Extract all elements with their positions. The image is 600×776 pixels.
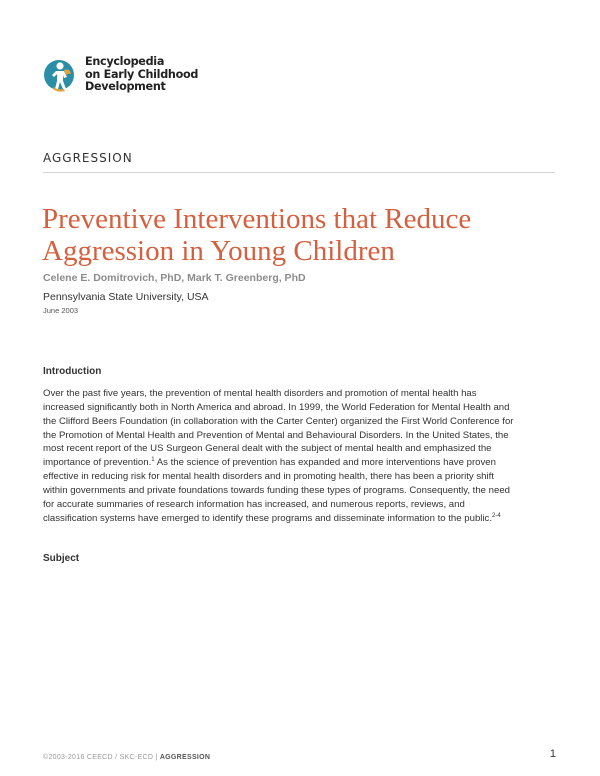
child-logo-icon [43,57,79,93]
section-label: AGGRESSION [43,151,133,165]
paragraph-line: for accurate summaries of research information has increased, and numerous reports, reviews, and [43,498,465,510]
paragraph-line: increased significantly both in North America and abroad. In 1999, the World Federation for Mental Health and [43,401,510,413]
logo-line-1: Encyclopedia [85,55,165,68]
footnote-ref: 1 [151,457,155,464]
introduction-paragraph [43,387,563,525]
affiliation: Pennsylvania State University, USA [43,291,209,303]
footer-copyright: ©2003-2016 CEECD / SKC-ECD | [43,754,160,761]
logo [43,56,198,94]
publication-date: June 2003 [43,306,79,315]
paragraph-line [43,456,563,470]
logo-line-2: on Early Childhood [85,67,199,81]
introduction-heading: Introduction [43,366,102,377]
page-footer [43,754,210,761]
subject-heading: Subject [43,553,80,564]
paragraph-text: classification systems have emerged to identify these programs and disseminate information to the public. [43,512,492,524]
paragraph-line: within governments and private foundations towards funding these types of programs. Consequently, the need [43,484,511,496]
article-title [42,203,542,267]
paragraph-line: the Promotion of Mental Health and Prevention of Mental and Behavioural Disorders. In the United States, the [43,429,509,441]
paragraph-text: As the science of prevention has expanded and more interventions have proven [154,457,496,469]
title-line-1: Preventive Interventions that Reduce [42,203,472,235]
paragraph-line: the Clifford Beers Foundation (in collaboration with the Carter Center) organized the First World Conference for [43,415,514,427]
paragraph-line: most recent report of the US Surgeon General dealt with the subject of mental health and emphasized the [43,443,492,455]
page-number: 1 [549,748,556,760]
paragraph-line: Over the past five years, the prevention of mental health disorders and promotion of mental health has [43,388,477,399]
paragraph-line: effective in reducing risk for mental health disorders and in promoting health, there has been a priority shift [43,471,494,483]
paragraph-line [43,512,563,526]
paragraph-text: importance of prevention. [43,457,152,469]
logo-wordmark [85,56,198,94]
footer-section: AGGRESSION [159,754,211,761]
logo-line-3: Development [85,80,166,93]
title-line-2: Aggression in Young Children [42,235,395,267]
header-divider [43,172,555,173]
footnote-ref: 2-4 [492,512,501,519]
authors: Celene E. Domitrovich, PhD, Mark T. Greenberg, PhD [43,272,306,284]
